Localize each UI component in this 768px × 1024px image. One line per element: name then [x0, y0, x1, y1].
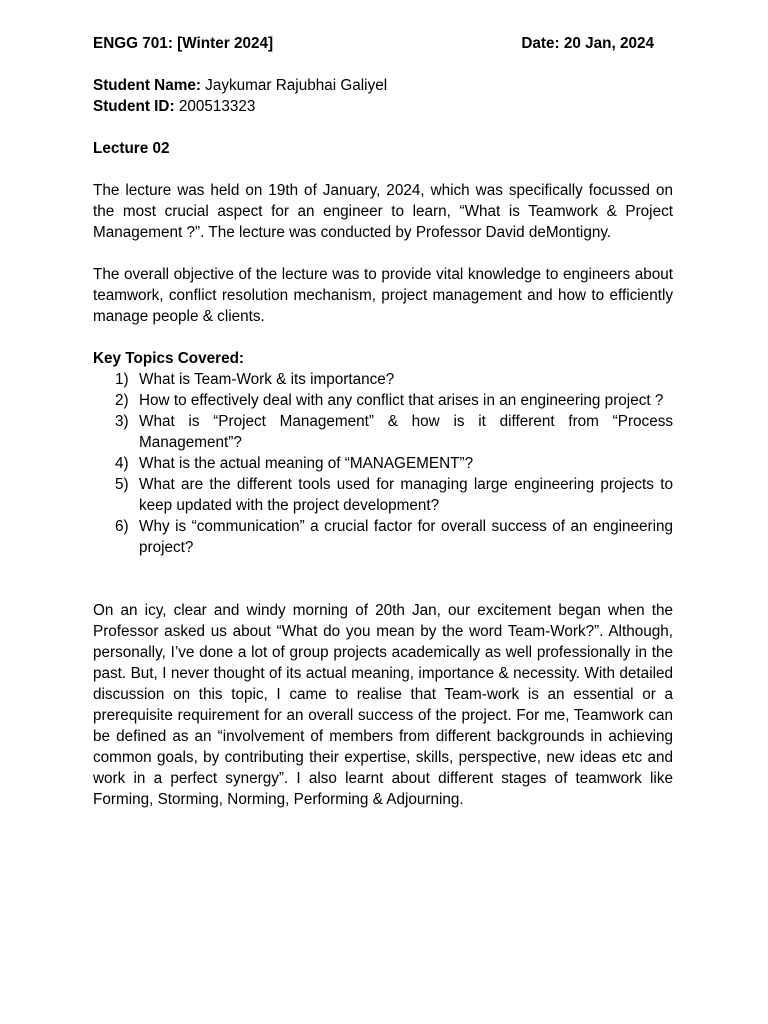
list-item — [93, 453, 673, 474]
list-item-number: 5) — [115, 476, 129, 493]
list-item-number: 1) — [115, 371, 129, 388]
lecture-title: Lecture 02 — [93, 140, 170, 157]
student-name-value: Jaykumar Rajubhai Galiyel — [200, 77, 388, 94]
student-id-line — [93, 96, 673, 117]
list-item-text: How to effectively deal with any conflict that arises in an engineering project ? — [139, 392, 664, 409]
document-date: Date: 20 Jan, 2024 — [521, 35, 654, 52]
key-topics-heading: Key Topics Covered: — [93, 350, 245, 367]
document-page — [93, 33, 673, 810]
list-item-text: What is Team-Work & its importance? — [139, 371, 395, 388]
student-id-value: 200513323 — [174, 98, 256, 115]
list-item — [93, 516, 673, 558]
list-item — [93, 390, 673, 411]
list-item-text: What is “Project Management” & how is it different from “Process Management”? — [139, 413, 673, 451]
student-id-label: Student ID: — [93, 98, 175, 115]
course-title: ENGG 701: [Winter 2024] — [93, 35, 274, 52]
list-item-number: 4) — [115, 455, 129, 472]
intro-paragraph: The lecture was held on 19th of January, 2024, which was specifically focussed on the most crucial aspect for an engineer to learn, “What is Teamwork & Project Management ?”. The lecture was conducted by Professor David deMontigny. — [93, 182, 673, 241]
list-item-number: 3) — [115, 413, 129, 430]
list-item-text: What are the different tools used for managing large engineering projects to keep updated with the project development? — [139, 476, 673, 514]
key-topics-list — [93, 369, 673, 558]
objective-paragraph: The overall objective of the lecture was to provide vital knowledge to engineers about teamwork, conflict resolution mechanism, project management and how to efficiently manage people & clients. — [93, 266, 673, 325]
list-item-number: 6) — [115, 518, 129, 535]
list-item-number: 2) — [115, 392, 129, 409]
list-item — [93, 474, 673, 516]
list-item — [93, 411, 673, 453]
document-header — [93, 33, 673, 54]
list-item — [93, 369, 673, 390]
list-item-text: Why is “communication” a crucial factor for overall success of an engineering project? — [139, 518, 673, 556]
reflection-paragraph: On an icy, clear and windy morning of 20th Jan, our excitement began when the Professor asked us about “What do you mean by the word Team-Work?”. Although, personally, I’ve done a lot of group projects academically as well professionally in the past. But, I never thought of its actual meaning, importance & necessity. With detailed discussion on this topic, I came to realise that Team-work is an essential or a prerequisite requirement for an overall success of the project. For me, Teamwork can be defined as an “involvement of members from different backgrounds in achieving common goals, by contributing their expertise, skills, perspective, new ideas etc and work in a perfect synergy”. I also learnt about different stages of teamwork like Forming, Storming, Norming, Performing & Adjourning. — [93, 602, 673, 808]
student-name-line — [93, 75, 673, 96]
list-item-text: What is the actual meaning of “MANAGEMENT”? — [139, 455, 474, 472]
student-name-label: Student Name: — [93, 77, 201, 94]
